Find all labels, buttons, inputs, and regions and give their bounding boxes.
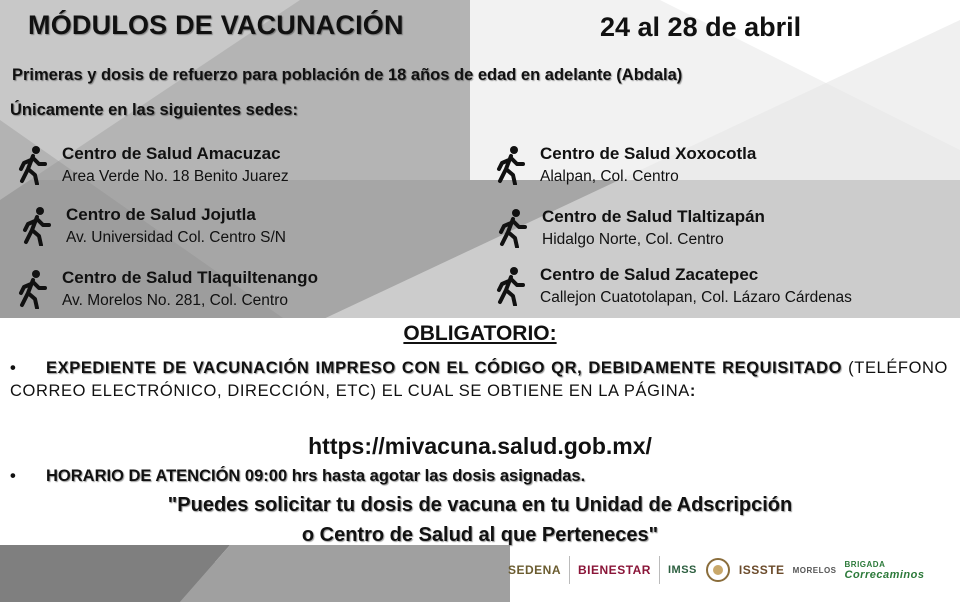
bienestar-logo: BIENESTAR — [578, 563, 651, 577]
vaccine-url-link[interactable]: https://mivacuna.salud.gob.mx/ — [308, 433, 652, 459]
emblem-icon — [705, 557, 731, 583]
walking-person-icon — [16, 145, 50, 185]
site-address: Callejon Cuatotolapan, Col. Lázaro Cárdenas — [540, 289, 852, 306]
site-jojutla — [20, 204, 286, 248]
bullet-icon: • — [10, 359, 17, 377]
sites-intro: Únicamente en las siguientes sedes: — [10, 101, 298, 119]
site-address: Alalpan, Col. Centro — [540, 168, 679, 185]
site-name: Centro de Salud Zacatepec — [540, 265, 759, 284]
sedena-logo: SEDENA — [508, 563, 562, 577]
requirements-heading: OBLIGATORIO: — [403, 322, 557, 345]
issste-logo: ISSSTE — [738, 563, 785, 577]
site-name: Centro de Salud Tlaquiltenango — [62, 268, 318, 287]
brigada-label: BRIGADA — [844, 560, 886, 569]
walking-person-icon — [16, 269, 50, 309]
requirement-hours-label: HORARIO DE ATENCIÓN — [46, 467, 241, 485]
brigada-logo — [845, 559, 925, 581]
bullet-icon: • — [10, 467, 16, 485]
quote-line-1: "Puedes solicitar tu dosis de vacuna en tu Unidad de Adscripción — [167, 494, 793, 516]
date-range: 24 al 28 de abril — [600, 12, 802, 42]
walking-person-icon — [494, 145, 528, 185]
logo-divider — [659, 556, 660, 584]
site-amacuzac — [16, 143, 289, 187]
walking-person-icon — [494, 266, 528, 306]
site-address: Av. Morelos No. 281, Col. Centro — [62, 292, 288, 309]
imss-logo: IMSS — [667, 564, 697, 576]
logo-divider — [569, 556, 570, 584]
requirement-hours-text: 09:00 hrs hasta agotar las dosis asignadas. — [240, 467, 586, 485]
requirement-record — [10, 357, 948, 403]
site-name: Centro de Salud Amacuzac — [62, 144, 281, 163]
requirement-record-colon: : — [689, 382, 696, 400]
subtitle: Primeras y dosis de refuerzo para población de 18 años de edad en adelante (Abdala) — [12, 66, 683, 84]
site-address: Hidalgo Norte, Col. Centro — [542, 231, 724, 248]
site-name: Centro de Salud Jojutla — [66, 205, 256, 224]
site-xoxocotla — [494, 143, 756, 187]
walking-person-icon — [20, 206, 54, 246]
requirement-record-text: (TELÉFONO CORREO ELECTRÓNICO, DIRECCIÓN, ETC) EL CUAL SE OBTIENE EN LA PÁGINA — [10, 359, 948, 400]
requirement-record-bold: EXPEDIENTE DE VACUNACIÓN IMPRESO CON EL CÓDIGO QR, DEBIDAMENTE REQUISITADO — [46, 359, 843, 377]
site-address: Av. Universidad Col. Centro S/N — [66, 229, 286, 246]
morelos-logo: MORELOS — [792, 565, 837, 575]
brigada-correcaminos: Correcaminos — [844, 569, 925, 581]
walking-person-icon — [496, 208, 530, 248]
page-title: MÓDULOS DE VACUNACIÓN — [28, 10, 404, 40]
quote-line-2: o Centro de Salud al que Perteneces" — [301, 524, 659, 546]
site-tlaquiltenango — [16, 267, 318, 311]
requirement-hours — [10, 467, 585, 486]
site-zacatepec — [494, 264, 852, 308]
site-name: Centro de Salud Xoxocotla — [540, 144, 757, 163]
footer-logos — [508, 556, 925, 584]
site-address: Area Verde No. 18 Benito Juarez — [62, 168, 289, 185]
site-tlaltizapan — [496, 206, 765, 250]
site-name: Centro de Salud Tlaltizapán — [542, 207, 765, 226]
